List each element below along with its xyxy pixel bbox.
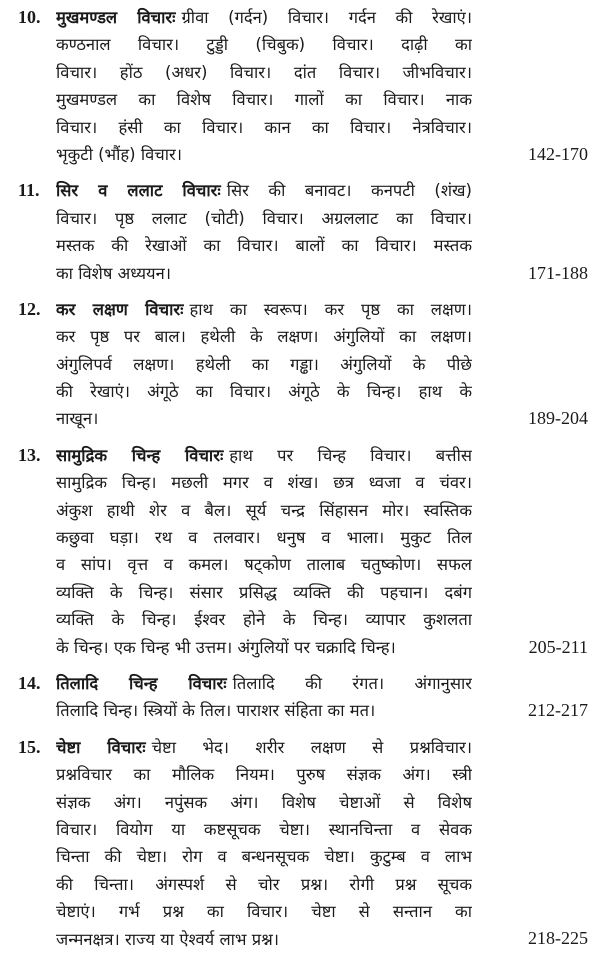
entry-line — [56, 761, 472, 788]
entry-line — [56, 323, 472, 350]
entry-line — [56, 31, 472, 58]
entry-text: चिन्ता की चेष्टा। रोग व बन्धनसूचक चेष्टा। कुटुम्ब व लाभ — [56, 847, 472, 867]
table-of-contents — [0, 4, 600, 962]
entry-title: सामुद्रिक चिन्ह विचारः — [56, 445, 224, 465]
page-range: 142-170 — [528, 143, 588, 164]
entry-line — [56, 843, 472, 870]
entry-line — [56, 926, 472, 953]
entry-text: के चिन्ह। एक चिन्ह भी उत्तम। अंगुलियों पर चक्रादि चिन्ह। — [56, 637, 396, 657]
page-range: 218-225 — [528, 928, 588, 949]
entry-number: 13. — [18, 444, 41, 465]
entry-line — [56, 405, 472, 432]
entry-line — [56, 670, 472, 697]
toc-entry — [0, 4, 600, 168]
entry-number: 12. — [18, 298, 41, 319]
entry-text: विचार। पृष्ठ ललाट (चोटी) विचार। अग्रललाट का विचार। — [56, 208, 472, 228]
page-range: 205-211 — [528, 636, 588, 657]
entry-line — [56, 606, 472, 633]
entry-title: चेष्टा विचारः — [56, 737, 146, 757]
entry-text: की रेखाएं। अंगूठे का विचार। अंगूठे के चिन्ह। हाथ के — [56, 382, 472, 402]
entry-text: मुखमण्डल का विशेष विचार। गालों का विचार। नाक — [56, 90, 472, 110]
entry-line — [56, 442, 472, 469]
page-range: 189-204 — [528, 408, 588, 429]
entry-line — [56, 469, 472, 496]
entry-line — [56, 697, 472, 724]
entry-body — [56, 177, 472, 287]
entry-line — [56, 497, 472, 524]
entry-title: कर लक्षण विचारः — [56, 299, 184, 319]
page-range: 171-188 — [528, 262, 588, 283]
entry-text: व्यक्ति के चिन्ह। ईश्वर होने के चिन्ह। व्यापार कुशलता — [56, 610, 472, 630]
entry-line — [56, 351, 472, 378]
entry-number: 14. — [18, 672, 41, 693]
entry-text: जन्मनक्षत्र। राज्य या ऐश्वर्य लाभ प्रश्न। — [56, 929, 280, 949]
entry-body — [56, 442, 472, 661]
entry-text: सामुद्रिक चिन्ह। मछली मगर व शंख। छत्र ध्वजा व चंवर। — [56, 473, 472, 493]
entry-body — [56, 734, 472, 953]
entry-line — [56, 551, 472, 578]
entry-text: ग्रीवा (गर्दन) विचार। गर्दन की रेखाएं। — [181, 8, 472, 27]
toc-entry — [0, 734, 600, 953]
entry-line — [56, 296, 472, 323]
entry-title: मुखमण्डल विचारः — [56, 8, 176, 27]
entry-text: हाथ पर चिन्ह विचार। बत्तीस — [229, 445, 472, 465]
entry-text: भृकुटी (भौंह) विचार। — [56, 144, 183, 164]
entry-text: अंकुश हाथी शेर व बैल। सूर्य चन्द्र सिंहासन मोर। स्वस्तिक — [56, 500, 472, 520]
entry-text: हाथ का स्वरूप। कर पृष्ठ का लक्षण। — [189, 299, 472, 319]
entry-body — [56, 296, 472, 433]
entry-line — [56, 524, 472, 551]
entry-line — [56, 232, 472, 259]
entry-line — [56, 86, 472, 113]
entry-line — [56, 114, 472, 141]
entry-text: का विशेष अध्ययन। — [56, 263, 172, 283]
entry-text: नाखून। — [56, 409, 99, 429]
entry-line — [56, 898, 472, 925]
entry-text: तिलादि की रंगत। अंगानुसार — [232, 673, 472, 693]
entry-number: 15. — [18, 736, 41, 757]
entry-text: व सांप। वृत्त व कमल। षट्कोण तालाब चतुष्कोण। सफल — [56, 555, 472, 575]
entry-title: तिलादि चिन्ह विचारः — [56, 673, 227, 693]
entry-line — [56, 59, 472, 86]
entry-text: चेष्टाएं। गर्भ प्रश्न का विचार। चेष्टा से सन्तान का — [56, 902, 472, 922]
entry-text: चेष्टा भेद। शरीर लक्षण से प्रश्नविचार। — [151, 737, 472, 757]
entry-text: विचार। हंसी का विचार। कान का विचार। नेत्रविचार। — [56, 117, 472, 137]
entry-body — [56, 670, 472, 725]
entry-text: कर पृष्ठ पर बाल। हथेली के लक्षण। अंगुलियों का लक्षण। — [56, 327, 472, 347]
entry-text: तिलादि चिन्ह। स्त्रियों के तिल। पाराशर संहिता का मत। — [56, 701, 376, 721]
entry-title: सिर व ललाट विचारः — [56, 181, 221, 201]
entry-text: विचार। होंठ (अधर) विचार। दांत विचार। जीभविचार। — [56, 62, 472, 82]
entry-body — [56, 4, 472, 168]
toc-entry — [0, 177, 600, 287]
entry-text: कछुवा घड़ा। रथ व तलवार। धनुष व भाला। मुकुट तिल — [56, 528, 472, 548]
entry-line — [56, 205, 472, 232]
entry-line — [56, 177, 472, 204]
entry-text: की चिन्ता। अंगस्पर्श से चोर प्रश्न। रोगी प्रश्न सूचक — [56, 874, 472, 894]
entry-line — [56, 816, 472, 843]
entry-line — [56, 141, 472, 168]
entry-line — [56, 871, 472, 898]
entry-line — [56, 4, 472, 31]
entry-text: संज्ञक अंग। नपुंसक अंग। विशेष चेष्टाओं से विशेष — [56, 792, 472, 812]
page-range: 212-217 — [528, 700, 588, 721]
entry-line — [56, 734, 472, 761]
entry-number: 10. — [18, 7, 41, 27]
entry-number: 11. — [18, 180, 40, 201]
entry-text: अंगुलिपर्व लक्षण। हथेली का गड्ढा। अंगुलियों के पीछे — [56, 354, 472, 374]
toc-entry — [0, 442, 600, 661]
entry-line — [56, 260, 472, 287]
entry-text: प्रश्नविचार का मौलिक नियम। पुरुष संज्ञक अंग। स्त्री — [56, 765, 472, 785]
entry-text: व्यक्ति के चिन्ह। संसार प्रसिद्ध व्यक्ति की पहचान। दबंग — [56, 582, 472, 602]
entry-line — [56, 378, 472, 405]
entry-text: मस्तक की रेखाओं का विचार। बालों का विचार। मस्तक — [56, 236, 472, 256]
entry-line — [56, 789, 472, 816]
entry-text: विचार। वियोग या कष्टसूचक चेष्टा। स्थानचिन्ता व सेवक — [56, 819, 472, 839]
entry-text: कण्ठनाल विचार। टुड्डी (चिबुक) विचार। दाढ़ी का — [56, 35, 472, 55]
entry-line — [56, 634, 472, 661]
entry-line — [56, 579, 472, 606]
toc-entry — [0, 670, 600, 725]
toc-entry — [0, 296, 600, 433]
entry-text: सिर की बनावट। कनपटी (शंख) — [226, 181, 472, 201]
